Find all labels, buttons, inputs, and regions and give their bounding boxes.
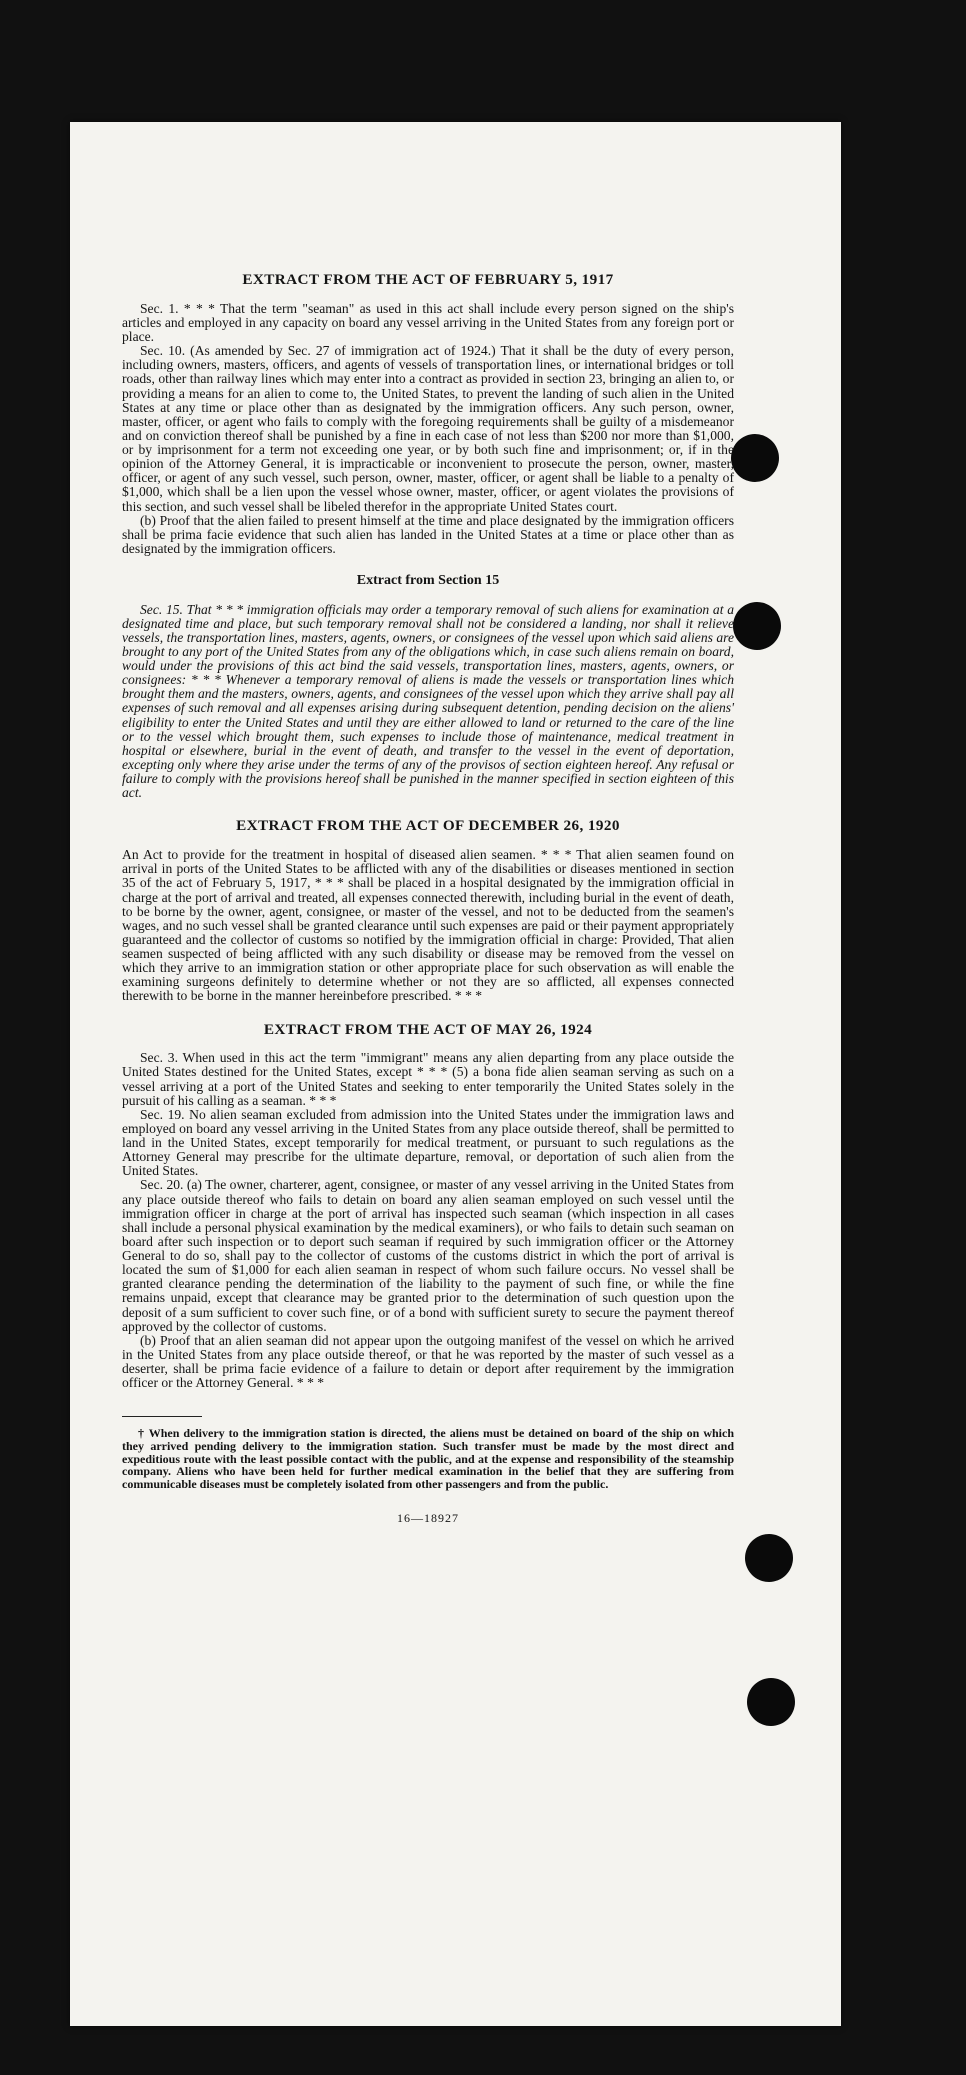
subheading-section-15: Extract from Section 15 (356, 573, 500, 589)
paragraph-sec-10-b: (b) Proof that the alien failed to present himself at the time and place designated by the immigration officers shall be prima facie evidence that such alien has landed in the United States at a time or place other than as designated by the immigration officers. (122, 512, 734, 556)
punch-hole (747, 1678, 795, 1726)
punch-hole (733, 602, 781, 650)
document-page (70, 122, 841, 2026)
paragraph-sec-3: Sec. 3. When used in this act the term "immigrant" means any alien departing from any place outside the United States destined for the United States, except * * * (5) a bona fide alien seaman serving as such on a vessel arriving at a port of the United States and seeking to enter temporarily the United States solely in the pursuit of his calling as a seaman. * * * (122, 1050, 734, 1108)
paragraph-sec-1: Sec. 1. * * * That the term "seaman" as used in this act shall include every person signed on the ship's articles and employed in any capacity on board any vessel arriving in the United States from any foreign port or place. (122, 300, 734, 345)
footnote-divider (122, 1416, 202, 1417)
paragraph-sec-20-a: Sec. 20. (a) The owner, charterer, agent, consignee, or master of any vessel arriving in the United States from any place outside thereof who fails to detain on board any alien seaman employed on such vessel until the immigration officer in charge at the port of arrival has inspected such seaman (which inspection in all cases shall include a personal physical examination by the medical examiners), or who fails to detain such seaman on board after such inspection or to deport such seaman if required by such immigration officer or the Attorney General to do so, shall pay to the collector of customs of the customs district in which the port of arrival is located the sum of $1,000 for each alien seaman in respect of whom such failure occurs. No vessel shall be granted clearance pending the determination of the liability to the payment of such fine, or while the fine remains unpaid, except that clearance may be granted prior to the determination of such question upon the deposit of a sum sufficient to cover such fine, or of a bond with sufficient surety to secure the payment thereof approved by the collector of customs. (122, 1177, 734, 1334)
paragraph-sec-10: Sec. 10. (As amended by Sec. 27 of immigration act of 1924.) That it shall be the duty of every person, including owners, masters, officers, and agents of vessels of transportation lines, or international bridges or toll roads, other than railway lines which may enter into a contract as provided in section 23, bringing an alien to, or providing a means for an alien to come to, the United States, to prevent the landing of such alien in the United States at any time or place other than as designated by the immigration officers. Any such person, owner, master, officer, or agent who fails to comply with the foregoing requirements shall be guilty of a misdemeanor and on conviction thereof shall be punished by a fine in each case of not less than $200 nor more than $1,000, or by imprisonment for a term not exceeding one year, or by both such fine and imprisonment; or, if in the opinion of the Attorney General, it is impracticable or inconvenient to prosecute the person, owner, master, officer, or agent of any such vessel, such person, owner, master, officer, or agent shall be liable to a penalty of $1,000, which shall be a lien upon the vessel whose owner, master, officer, or agent violates the provisions of this section, and such vessel shall be libeled therefor in the appropriate United States court. (122, 343, 734, 514)
document-body (122, 272, 734, 1525)
paragraph-sec-15: Sec. 15. That * * * immigration officials may order a temporary removal of such aliens for examination at a designated time and place, but such temporary removal shall not be considered a landing, nor shall it relieve vessels, the transportation lines, masters, agents, owners, or consignees of the vessel upon which said aliens are brought to any port of the United States from any of the obligations which, in case such aliens remain on board, would under the provisions of this act bind the said vessels, transportation lines, masters, agents, owners, or consignees: * * * Whenever a temporary removal of aliens is made the vessels or transportation lines which brought them and the masters, owners, agents, and consignees of the vessel upon which they arrive shall pay all expenses of such removal and all expenses arising during subsequent detention, pending decision on the aliens' eligibility to enter the United States and until they are either allowed to land or returned to the care of the line or to the vessel which brought them, such expenses to include those of maintenance, medical treatment in hospital or elsewhere, burial in the event of death, and transfer to the vessel in the event of deportation, excepting only where they arise under the terms of any of the provisos of section eighteen hereof. Any refusal or failure to comply with the provisions hereof shall be punished in the manner specified in section eighteen of this act. (122, 601, 734, 801)
form-number: 16—18927 (397, 1511, 459, 1526)
punch-hole (731, 434, 779, 482)
paragraph-sec-20-b: (b) Proof that an alien seaman did not appear upon the outgoing manifest of the vessel on which he arrived in the United States from any place outside thereof, or that he was reported by the master of such vessel as a deserter, shall be prima facie evidence of a failure to detain or deport after requirement by the immigration officer or the Attorney General. * * * (122, 1332, 734, 1391)
paragraph-act-1920: An Act to provide for the treatment in hospital of diseased alien seamen. * * * That alien seamen found on arrival in ports of the United States to be afflicted with any of the disabilities or diseases mentioned in section 35 of the act of February 5, 1917, * * * shall be placed in a hospital designated by the immigration official in charge at the port of arrival and treated, all expenses connected therewith, including burial in the event of death, to be borne by the owner, agent, consignee, or master of the vessel, and not to be deducted from the seamen's wages, and no such vessel shall be granted clearance until such expenses are paid or their payment appropriately guaranteed and the collector of customs so notified by the immigration official in charge: Provided, That alien seamen suspected of being afflicted with any such disability or disease may be removed from the vessel on which they arrive to an immigration station or other appropriate place for such observation as will enable the examining surgeons definitely to determine whether or not they are so afflicted, all expenses connected therewith to be borne in the manner hereinbefore prescribed. * * * (122, 847, 734, 1004)
heading-act-1920: EXTRACT FROM THE ACT OF DECEMBER 26, 1920 (236, 817, 620, 835)
paragraph-sec-19: Sec. 19. No alien seaman excluded from admission into the United States under the immigration laws and employed on board any vessel arriving in the United States from any place outside thereof, shall be permitted to land in the United States, except temporarily for medical treatment, or pursuant to such regulations as the Attorney General may prescribe for the ultimate departure, removal, or deportation of such alien from the United States. (122, 1106, 734, 1179)
heading-act-1924: EXTRACT FROM THE ACT OF MAY 26, 1924 (263, 1020, 593, 1038)
heading-act-1917: EXTRACT FROM THE ACT OF FEBRUARY 5, 1917 (242, 271, 614, 288)
punch-hole (745, 1534, 793, 1582)
footnote: † When delivery to the immigration station is directed, the aliens must be detained on board of the ship on which they arrived pending delivery to the immigration station. Such transfer must be made by the most direct and expeditious route with the least possible contact with the public, and at the expense and responsibility of the steamship company. Aliens who have been held for further medical examination in the belief that they are suffering from communicable diseases must be completely isolated from other passengers and from the public. (122, 1426, 734, 1491)
